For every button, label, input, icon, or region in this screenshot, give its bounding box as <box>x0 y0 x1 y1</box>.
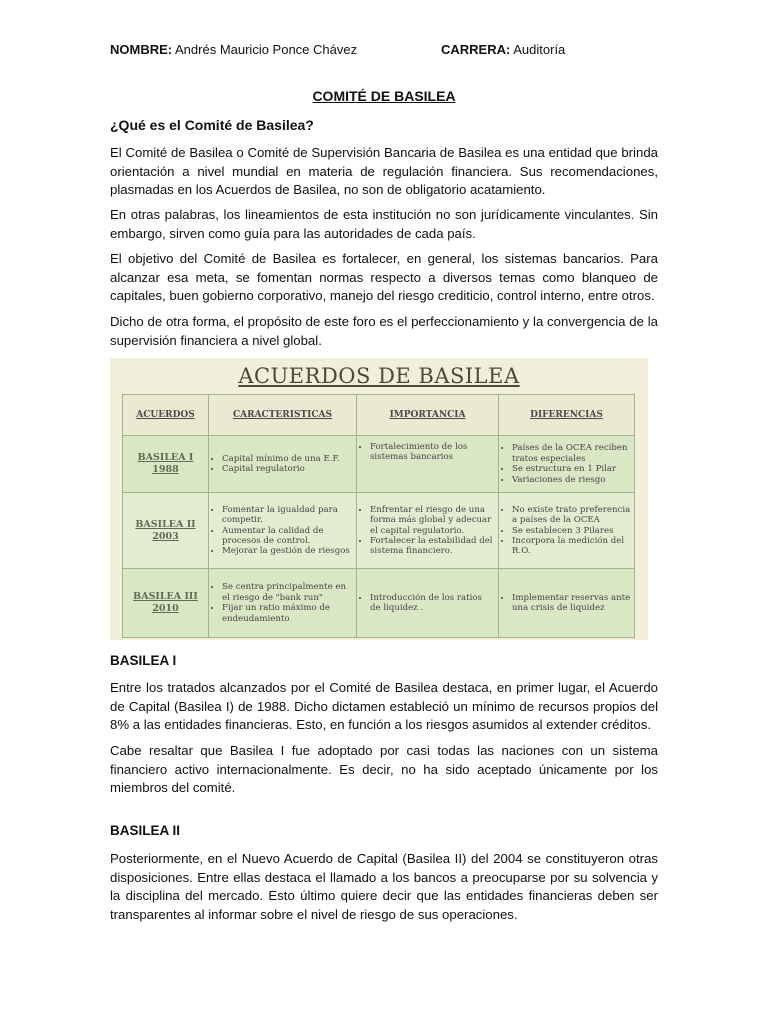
importancia-cell: • Enfrentar el riesgo de una forma más global y adecuar el capital regulatorio. • Fortalecer la estabilidad del sistema financiero. <box>357 493 499 569</box>
caracteristicas-cell: • Capital mínimo de una E.F. • Capital regulatorio <box>209 436 357 493</box>
column-header: IMPORTANCIA <box>357 395 499 436</box>
acuerdo-cell: BASILEA II 2003 <box>123 493 209 569</box>
caracteristicas-cell: • Fomentar la igualdad para competir. • Aumentar la calidad de procesos de control. • Mejorar la gestión de riesgos <box>209 493 357 569</box>
section-heading-basilea-2: BASILEA II <box>110 823 181 838</box>
diferencias-cell: • No existe trato preferencia a países de la OCEA • Se establecen 3 Pilares • Incorpora la medición del R.O. <box>499 493 635 569</box>
figure-title: ACUERDOS DE BASILEA <box>238 364 520 388</box>
table-row <box>123 493 635 569</box>
column-header: DIFERENCIAS <box>499 395 635 436</box>
importancia-cell: • Fortalecimiento de los sistemas bancarios <box>357 436 499 493</box>
career: CARRERA: Auditoría <box>441 42 566 57</box>
paragraph: En otras palabras, los lineamientos de esta institución no son jurídicamente vinculantes. Sin embargo, sirven como guía para las autoridades de cada país. <box>110 207 658 241</box>
section-heading-basilea-1: BASILEA I <box>110 653 177 668</box>
paragraph: El Comité de Basilea o Comité de Supervisión Bancaria de Basilea es una entidad que brinda orientación a nivel mundial en materia de regulación financiera. Sus recomendaciones, plasmadas en los Acuerdos de Basilea, no son de obligatorio acatamiento. <box>110 145 658 197</box>
document-title: COMITÉ DE BASILEA <box>312 88 456 104</box>
acuerdos-figure <box>110 358 648 640</box>
paragraph: Entre los tratados alcanzados por el Comité de Basilea destaca, en primer lugar, el Acuerdo de Capital (Basilea I) de 1988. Dicho dictamen estableció un mínimo de recursos propios del 8% a las entidades financieras. Esto, en función a los riesgos asumidos al extender créditos. <box>110 680 658 732</box>
acuerdo-cell: BASILEA III 2010 <box>123 569 209 638</box>
student-name: NOMBRE: Andrés Mauricio Ponce Chávez <box>110 42 358 57</box>
diferencias-cell: • Países de la OCEA reciben tratos especiales • Se estructura en 1 Pilar • Variaciones de riesgo <box>499 436 635 493</box>
table-row <box>123 569 635 638</box>
paragraph: Cabe resaltar que Basilea I fue adoptado por casi todas las naciones con un sistema financiero activo internacionalmente. Es decir, no ha sido aceptado únicamente por los miembros del comité. <box>110 743 658 795</box>
importancia-cell: • Introducción de los ratios de liquidez . <box>357 569 499 638</box>
caracteristicas-cell: • Se centra principalmente en el riesgo de "bank run" • Fijar un ratio máximo de endeudamiento <box>209 569 357 638</box>
acuerdos-table <box>122 394 635 638</box>
diferencias-cell: • Implementar reservas ante una crisis de liquidez <box>499 569 635 638</box>
section-question: ¿Qué es el Comité de Basilea? <box>110 117 314 133</box>
table-header-row <box>123 395 635 436</box>
paragraph: El objetivo del Comité de Basilea es fortalecer, en general, los sistemas bancarios. Para alcanzar esa meta, se fomentan normas respecto a diversos temas como blanqueo de capitales, buen gobierno corporativo, manejo del riesgo crediticio, control interno, entre otros. <box>110 251 658 303</box>
paragraph: Dicho de otra forma, el propósito de este foro es el perfeccionamiento y la convergencia de la supervisión financiera a nivel global. <box>110 314 658 348</box>
column-header: ACUERDOS <box>123 395 209 436</box>
column-header: CARACTERISTICAS <box>209 395 357 436</box>
table-row <box>123 436 635 493</box>
acuerdo-cell: BASILEA I 1988 <box>123 436 209 493</box>
paragraph: Posteriormente, en el Nuevo Acuerdo de Capital (Basilea II) del 2004 se constituyeron otras disposiciones. Entre ellas destaca el llamado a los bancos a preocuparse por su solvencia y la disciplina del mercado. Esto último quiere decir que las entidades financieras deben ser transparentes al informar sobre el nivel de riesgo de sus operaciones. <box>110 851 658 922</box>
